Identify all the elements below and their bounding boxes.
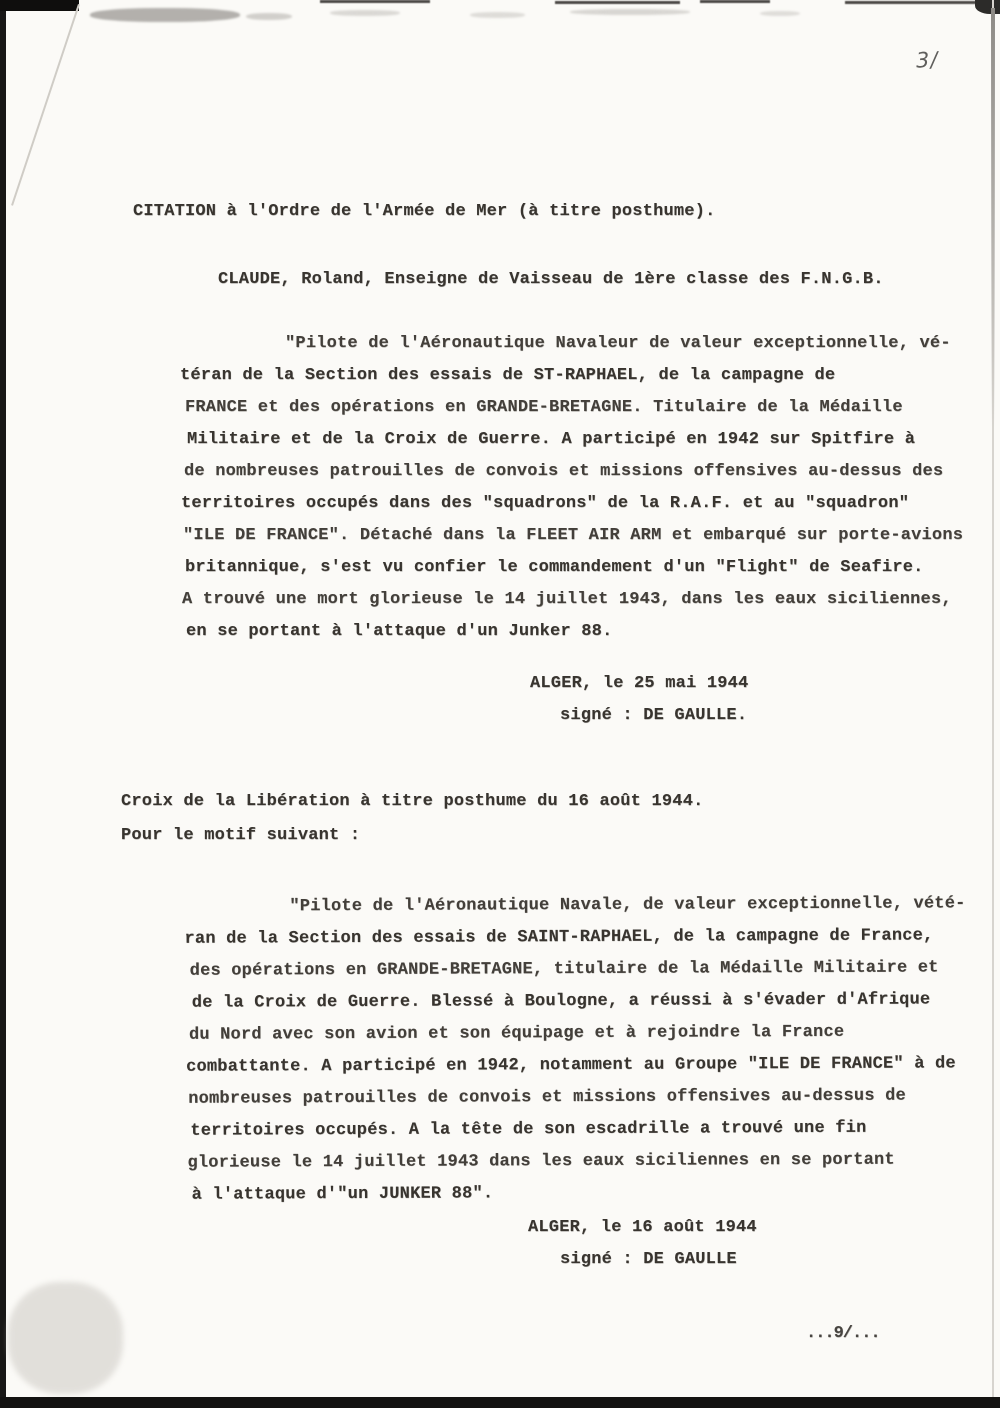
- text-line: de la Croix de Guerre. Blessé à Boulogne, a réussi à s'évader d'Afrique: [191, 990, 931, 1013]
- signature-line-1: signé : DE GAULLE.: [560, 706, 748, 725]
- citation-heading: CITATION à l'Ordre de l'Armée de Mer (à titre posthume).: [133, 202, 716, 221]
- text-line: glorieuse le 14 juillet 1943 dans les eaux siciliennes en se portant: [187, 1150, 895, 1173]
- text-line: téran de la Section des essais de ST-RAPHAEL, de la campagne de: [180, 366, 836, 385]
- motif-line: Pour le motif suivant :: [121, 826, 361, 845]
- scan-smudge: [246, 13, 292, 20]
- scan-artifact-fold-line: [11, 4, 80, 206]
- scan-artifact-top-right-corner: [975, 0, 1000, 14]
- text-line: des opérations en GRANDE-BRETAGNE, titulaire de la Médaille Militaire et: [189, 958, 939, 981]
- scan-smudge: [570, 9, 690, 15]
- scan-artifact-top-bar: [0, 0, 79, 11]
- citation-paragraph-1: [180, 328, 964, 648]
- text-line: en se portant à l'attaque d'un Junker 88.: [186, 622, 613, 641]
- text-line: Militaire et de la Croix de Guerre. A participé en 1942 sur Spitfire à: [187, 430, 916, 449]
- continuation-mark: ...9/...: [806, 1324, 880, 1343]
- text-line: du Nord avec son avion et son équipage et à rejoindre la France: [188, 1022, 845, 1045]
- text-line: "Pilote de l'Aéronautique Navaleur de valeur exceptionnelle, vé-: [285, 334, 951, 353]
- text-line: britannique, s'est vu confier le commandement d'un "Flight" de Seafire.: [185, 558, 924, 577]
- text-line: de nombreuses patrouilles de convois et missions offensives au-dessus des: [184, 462, 944, 481]
- text-line: FRANCE et des opérations en GRANDE-BRETAGNE. Titulaire de la Médaille: [185, 398, 903, 417]
- text-line: territoires occupés. A la tête de son escadrille a trouvé une fin: [190, 1118, 867, 1141]
- scan-edge-mark: [555, 1, 680, 4]
- scan-edge-mark: [320, 0, 430, 3]
- text-line: à l'attaque d'"un JUNKER 88".: [191, 1184, 494, 1205]
- recipient-line: CLAUDE, Roland, Enseigne de Vaisseau de 1ère classe des F.N.G.B.: [218, 270, 884, 289]
- scan-smudge: [470, 12, 525, 18]
- citation-paragraph-2: [184, 888, 967, 1211]
- scan-artifact-left-edge: [0, 0, 6, 1408]
- place-date-line-2: ALGER, le 16 août 1944: [528, 1218, 757, 1237]
- text-line: A trouvé une mort glorieuse le 14 juillet 1943, dans les eaux siciliennes,: [182, 590, 952, 609]
- text-line: ran de la Section des essais de SAINT-RAPHAEL, de la campagne de France,: [184, 926, 934, 949]
- place-date-line-1: ALGER, le 25 mai 1944: [530, 674, 749, 693]
- scan-artifact-right-edge-shadow: [991, 8, 995, 428]
- text-line: "ILE DE FRANCE". Détaché dans la FLEET AIR ARM et embarqué sur porte-avions: [183, 526, 964, 545]
- award-line: Croix de la Libération à titre posthume du 16 août 1944.: [121, 792, 704, 811]
- scan-smudge: [760, 11, 800, 16]
- text-line: territoires occupés dans des "squadrons" de la R.A.F. et au "squadron": [181, 494, 910, 513]
- scan-edge-mark: [845, 1, 995, 4]
- scan-smudge: [90, 8, 240, 22]
- scan-smudge: [330, 10, 400, 16]
- scan-edge-mark: [700, 0, 770, 3]
- text-line: nombreuses patrouilles de convois et missions offensives au-dessus de: [188, 1086, 906, 1109]
- scan-artifact-bottom-edge: [0, 1397, 1000, 1408]
- text-line: "Pilote de l'Aéronautique Navale, de valeur exceptionnelle, vété-: [289, 894, 966, 917]
- text-line: combattante. A participé en 1942, notamment au Groupe "ILE DE FRANCE" à de: [186, 1054, 956, 1077]
- scan-smudge: [8, 1282, 123, 1394]
- page-number: 3/: [915, 47, 940, 73]
- signature-line-2: signé : DE GAULLE: [560, 1250, 737, 1269]
